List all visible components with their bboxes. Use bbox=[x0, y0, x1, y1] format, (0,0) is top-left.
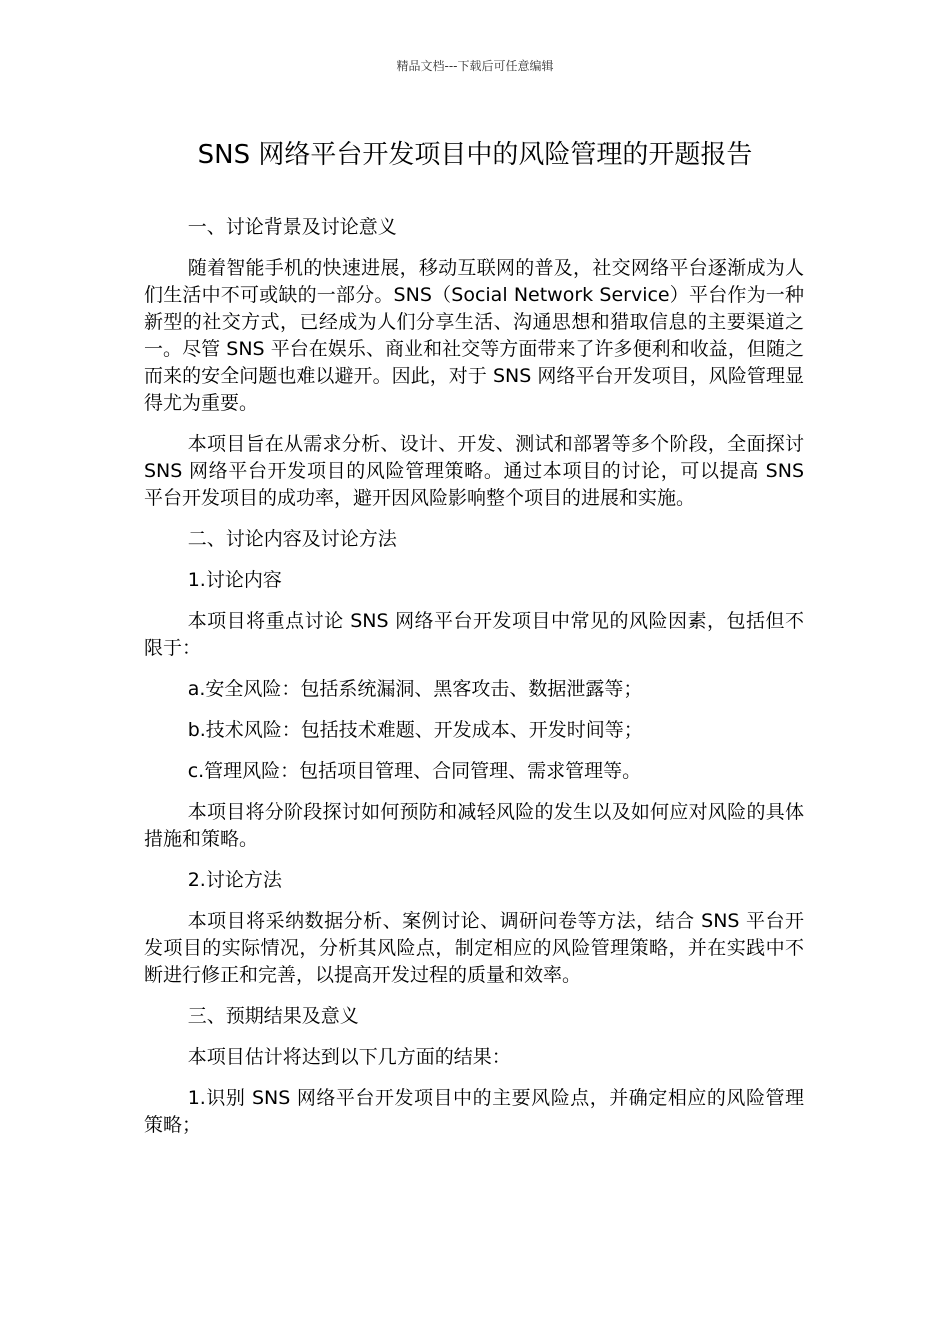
paragraph-methods: 本项目将采纳数据分析、案例讨论、调研问卷等方法，结合 SNS 平台开发项目的实际情况，分析其风险点，制定相应的风险管理策略，并在实践中不断进行修正和完善，以提高开发过程的质量和效率。 bbox=[144, 910, 804, 986]
paragraph-risk-measures: 本项目将分阶段探讨如何预防和减轻风险的发生以及如何应对风险的具体措施和策略。 bbox=[144, 801, 804, 850]
paragraph-project-aim: 本项目旨在从需求分析、设计、开发、测试和部署等多个阶段，全面探讨 SNS 网络平台开发项目的风险管理策略。通过本项目的讨论，可以提高 SNS 平台开发项目的成功率，避开因风险影响整个项目的进展和实施。 bbox=[144, 433, 804, 509]
section-heading-background: 一、讨论背景及讨论意义 bbox=[187, 216, 397, 238]
paragraph-results-intro: 本项目估计将达到以下几方面的结果： bbox=[187, 1046, 511, 1068]
document-title: SNS 网络平台开发项目中的风险管理的开题报告 bbox=[197, 140, 753, 170]
section-heading-expected-results: 三、预期结果及意义 bbox=[187, 1005, 359, 1027]
list-item-technical-risk: b.技术风险：包括技术难题、开发成本、开发时间等； bbox=[187, 719, 643, 741]
list-item-management-risk: c.管理风险：包括项目管理、合同管理、需求管理等。 bbox=[187, 760, 642, 782]
subsection-heading-methods: 2.讨论方法 bbox=[187, 869, 282, 891]
subsection-heading-content: 1.讨论内容 bbox=[187, 569, 282, 591]
list-item-security-risk: a.安全风险：包括系统漏洞、黑客攻击、数据泄露等； bbox=[187, 678, 643, 700]
list-item-result-1: 1.识别 SNS 网络平台开发项目中的主要风险点，并确定相应的风险管理策略； bbox=[144, 1087, 804, 1136]
document-body bbox=[144, 214, 804, 1153]
paragraph-background: 随着智能手机的快速进展，移动互联网的普及，社交网络平台逐渐成为人们生活中不可或缺的一部分。SNS（Social Network Service）平台作为一种新型的社交方式，已经成为人们分享生活、沟通思想和猎取信息的主要渠道之一。尽管 SNS 平台在娱乐、商业和社交等方面带来了许多便利和收益，但随之而来的安全问题也难以避开。因此，对于 SNS 网络平台开发项目，风险管理显得尤为重要。 bbox=[144, 257, 804, 414]
paragraph-risk-factors-intro: 本项目将重点讨论 SNS 网络平台开发项目中常见的风险因素，包括但不限于： bbox=[144, 610, 804, 659]
header-note: 精品文档---下载后可任意编辑 bbox=[396, 59, 554, 73]
section-heading-content-methods: 二、讨论内容及讨论方法 bbox=[187, 528, 397, 550]
